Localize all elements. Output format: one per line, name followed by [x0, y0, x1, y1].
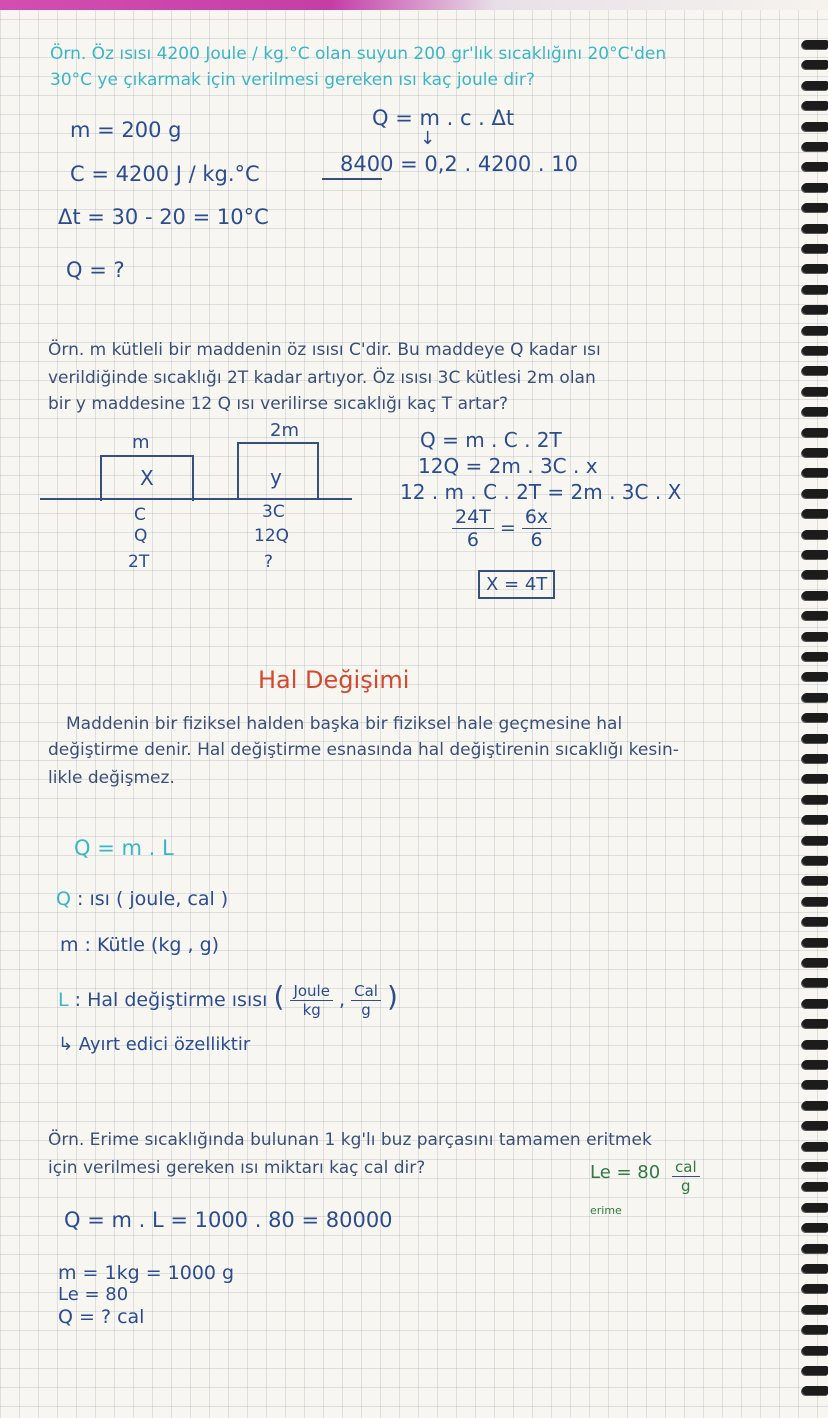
example2-question-line1: Örn. m kütleli bir maddenin öz ısısı C'dir. Bu maddeye Q kadar ısı [48, 340, 601, 360]
spiral-coil [802, 713, 828, 722]
spiral-coil [802, 1284, 828, 1293]
spiral-coil [802, 917, 828, 926]
section-title: Hal Değişimi [258, 666, 410, 694]
spiral-coil [802, 611, 828, 620]
block-y-c: 3C [262, 502, 285, 522]
spiral-coil [802, 550, 828, 559]
spiral-coil [802, 1040, 828, 1049]
spiral-coil [802, 1121, 828, 1130]
block-x-t: 2T [128, 552, 150, 572]
example1-formula: Q = m . c . Δt [372, 106, 515, 130]
example2-question-line2: verildiğinde sıcaklığı 2T kadar artıyor. Öz ısısı 3C kütlesi 2m olan [48, 368, 596, 388]
example3-le-unit [672, 1158, 700, 1195]
example1-arrow: ↓ [420, 128, 436, 149]
example1-underline [322, 178, 382, 180]
spiral-coil [802, 285, 828, 294]
spiral-coil [802, 774, 828, 783]
example3-mass: m = 1kg = 1000 g [58, 1262, 235, 1284]
spiral-coil [802, 509, 828, 518]
le-unit-cal: cal [672, 1158, 700, 1177]
def-q [56, 888, 228, 910]
spiral-coil [802, 448, 828, 457]
block-y-mass: 2m [270, 420, 299, 441]
spiral-coil [802, 81, 828, 90]
block-y-label: y [270, 465, 282, 489]
eq4-left-denominator: 6 [466, 529, 479, 551]
spiral-coil [802, 183, 828, 192]
block-x-mass: m [132, 432, 150, 453]
spiral-coil [802, 1264, 828, 1273]
section-paragraph-line3: likle değişmez. [48, 768, 175, 788]
spiral-coil [802, 264, 828, 273]
def-l-text: : Hal değiştirme ısısı [74, 989, 268, 1011]
spiral-coil [802, 60, 828, 69]
spiral-coil [802, 1203, 828, 1212]
spiral-coil [802, 305, 828, 314]
section-paragraph-line1: Maddenin bir fiziksel halden başka bir fiziksel hale geçmesine hal [66, 714, 623, 734]
pink-cover-edge [0, 0, 828, 10]
spiral-coil [802, 570, 828, 579]
spiral-coil [802, 1366, 828, 1375]
unit-joule: Joule [290, 982, 333, 1001]
def-l-symbol: L [58, 989, 69, 1011]
example3-question-line2: için verilmesi gereken ısı miktarı kaç cal dir? [48, 1158, 426, 1178]
def-q-symbol: Q [56, 888, 71, 910]
block-x-q: Q [134, 526, 148, 546]
spiral-coil [802, 142, 828, 151]
block-x-c: C [134, 505, 146, 525]
spiral-coil [802, 1080, 828, 1089]
example1-mass: m = 200 g [70, 118, 182, 142]
spiral-coil [802, 1386, 828, 1395]
spiral-coil [802, 1346, 828, 1355]
spiral-coil [802, 387, 828, 396]
spiral-binding [798, 40, 828, 1410]
example3-calculation: Q = m . L = 1000 . 80 = 80000 [64, 1208, 393, 1232]
example2-eq4 [452, 506, 551, 551]
block-x-label: X [140, 466, 154, 490]
spiral-coil [802, 958, 828, 967]
spiral-coil [802, 489, 828, 498]
eq4-left-numerator: 24T [452, 506, 494, 529]
spiral-coil [802, 40, 828, 49]
block-y-t: ? [264, 552, 274, 572]
spiral-coil [802, 122, 828, 131]
spiral-coil [802, 1101, 828, 1110]
spiral-coil [802, 346, 828, 355]
example1-q-unknown: Q = ? [66, 258, 125, 282]
example1-delta-t: Δt = 30 - 20 = 10°C [58, 205, 269, 229]
spiral-coil [802, 366, 828, 375]
example3-le-value: Le = 80 [58, 1284, 129, 1305]
example2-eq3: 12 . m . C . 2T = 2m . 3C . X [400, 480, 682, 504]
spiral-coil [802, 856, 828, 865]
spiral-coil [802, 836, 828, 845]
spiral-coil [802, 203, 828, 212]
spiral-coil [802, 162, 828, 171]
spiral-coil [802, 530, 828, 539]
example2-eq2: 12Q = 2m . 3C . x [418, 454, 598, 478]
spiral-coil [802, 1060, 828, 1069]
eq4-right-numerator: 6x [522, 506, 551, 529]
spiral-coil [802, 795, 828, 804]
spiral-coil [802, 1182, 828, 1191]
spiral-coil [802, 1019, 828, 1028]
latent-heat-formula: Q = m . L [74, 836, 174, 860]
example1-calculation: 8400 = 0,2 . 4200 . 10 [340, 152, 579, 176]
example3-q-unknown: Q = ? cal [58, 1306, 145, 1328]
eq4-equals: = [499, 517, 516, 539]
ground-line [40, 498, 352, 500]
def-q-text: : ısı ( joule, cal ) [77, 888, 229, 910]
spiral-coil [802, 1162, 828, 1171]
example3-le: Le = 80 [590, 1162, 661, 1183]
spiral-coil [802, 1325, 828, 1334]
spiral-coil [802, 1244, 828, 1253]
spiral-coil [802, 101, 828, 110]
spiral-coil [802, 632, 828, 641]
spiral-coil [802, 428, 828, 437]
spiral-coil [802, 468, 828, 477]
block-y-q: 12Q [254, 526, 290, 546]
spiral-coil [802, 326, 828, 335]
def-note: ↳ Ayırt edici özelliktir [58, 1034, 251, 1055]
def-m: m : Kütle (kg , g) [60, 934, 220, 956]
example2-question-line3: bir y maddesine 12 Q ısı verilirse sıcaklığı kaç T artar? [48, 394, 509, 414]
spiral-coil [802, 978, 828, 987]
spiral-coil [802, 1305, 828, 1314]
example1-question-line1: Örn. Öz ısısı 4200 Joule / kg.°C olan suyun 200 gr'lık sıcaklığını 20°C'den [50, 44, 667, 64]
example3-erime-label: erime [590, 1204, 622, 1217]
spiral-coil [802, 734, 828, 743]
spiral-coil [802, 815, 828, 824]
def-l: L : Hal değiştirme ısısı ( $\frac{\text{Joule}}{kg}$ , $\frac{\text{Cal}}{g}$ ) [58, 980, 398, 1019]
spiral-coil [802, 1142, 828, 1151]
spiral-coil [802, 897, 828, 906]
spiral-coil [802, 244, 828, 253]
spiral-coil [802, 652, 828, 661]
example3-question-line1: Örn. Erime sıcaklığında bulunan 1 kg'lı buz parçasını tamamen eritmek [48, 1130, 652, 1150]
spiral-coil [802, 591, 828, 600]
example1-question-line2: 30°C ye çıkarmak için verilmesi gereken ısı kaç joule dir? [50, 70, 535, 90]
example2-answer-box: X = 4T [478, 570, 555, 599]
example2-eq1: Q = m . C . 2T [420, 428, 562, 452]
spiral-coil [802, 1223, 828, 1232]
spiral-coil [802, 224, 828, 233]
spiral-coil [802, 693, 828, 702]
unit-g: g [361, 1001, 371, 1019]
spiral-coil [802, 672, 828, 681]
unit-kg: kg [302, 1001, 321, 1019]
le-unit-g: g [681, 1177, 691, 1195]
spiral-coil [802, 754, 828, 763]
spiral-coil [802, 938, 828, 947]
spiral-coil [802, 876, 828, 885]
eq4-right-denominator: 6 [530, 529, 543, 551]
spiral-coil [802, 407, 828, 416]
section-paragraph-line2: değiştirme denir. Hal değiştirme esnasında hal değiştirenin sıcaklığı kesin- [48, 740, 679, 760]
spiral-coil [802, 999, 828, 1008]
unit-cal: Cal [351, 982, 381, 1001]
example1-specific-heat: C = 4200 J / kg.°C [70, 162, 260, 186]
